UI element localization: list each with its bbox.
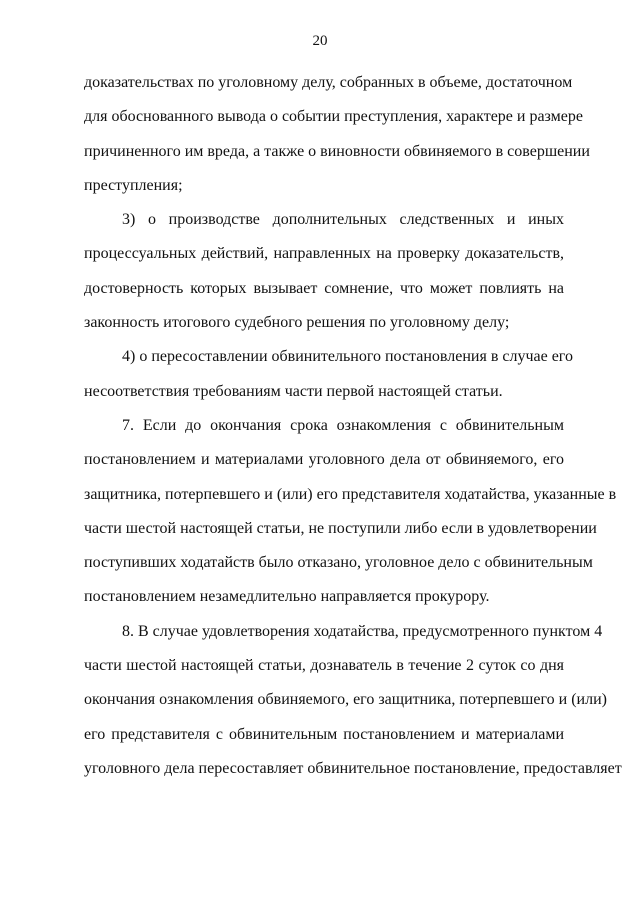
text-line: 8. В случае удовлетворения ходатайства, предусмотренного пунктом 4 [122, 622, 603, 640]
paragraph-item-3 [84, 203, 564, 340]
text-line: доказательствах по уголовному делу, собранных в объеме, достаточном [84, 74, 573, 91]
text-line: процессуальных действий, направленных на проверку доказательств, [84, 245, 564, 263]
text-line: 4) о пересоставлении обвинительного постановления в случае его [122, 348, 573, 366]
text-line: его представителя с обвинительным постановлением и материалами [84, 725, 564, 743]
document-body [84, 66, 622, 786]
text-line: для обоснованного вывода о событии преступления, характере и размере [84, 108, 583, 126]
text-line: поступивших ходатайств было отказано, уголовное дело с обвинительным [84, 554, 593, 572]
paragraph-section-8 [84, 615, 622, 786]
text-line: защитника, потерпевшего и (или) его представителя ходатайства, указанные в [84, 485, 617, 503]
paragraph-item-4 [84, 340, 573, 409]
text-line: законность итогового судебного решения по уголовному делу; [84, 314, 510, 332]
text-line: достоверность которых вызывает сомнение, что может повлиять на [84, 279, 564, 297]
text-line: 3) о производстве дополнительных следственных и иных [122, 211, 564, 229]
text-line: 7. Если до окончания срока ознакомления с обвинительным [122, 416, 564, 434]
text-line: причиненного им вреда, а также о виновности обвиняемого в совершении [84, 142, 590, 160]
page-number: 20 [312, 33, 328, 49]
text-line: окончания ознакомления обвиняемого, его защитника, потерпевшего и (или) [84, 691, 607, 709]
text-line: уголовного дела пересоставляет обвинительное постановление, предоставляет [84, 759, 622, 777]
paragraph-section-7 [84, 409, 617, 615]
text-line: постановлением и материалами уголовного дела от обвиняемого, его [84, 451, 564, 469]
text-line: части шестой настоящей статьи, дознаватель в течение 2 суток со дня [84, 657, 564, 675]
paragraph-1 [84, 66, 590, 203]
text-line: постановлением незамедлительно направляется прокурору. [84, 588, 490, 606]
text-line: преступления; [84, 176, 183, 194]
text-line: несоответствия требованиям части первой настоящей статьи. [84, 382, 503, 400]
text-line: части шестой настоящей статьи, не поступили либо если в удовлетворении [84, 519, 597, 537]
